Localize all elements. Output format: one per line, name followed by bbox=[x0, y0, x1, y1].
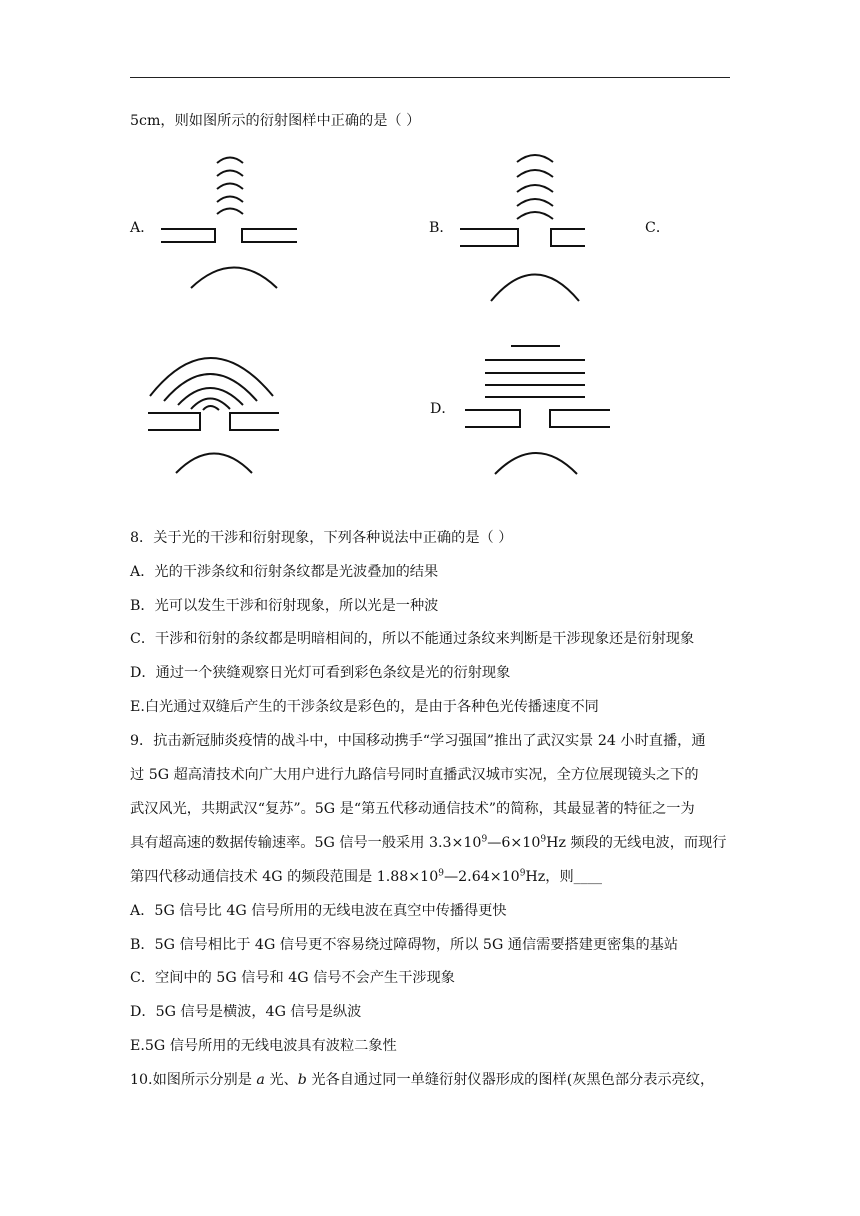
q8-option-e[interactable]: E.白光通过双缝后产生的干涉条纹是彩色的，是由于各种色光传播速度不同 bbox=[130, 699, 599, 715]
q9-option-d[interactable]: D．5G 信号是横波，4G 信号是纵波 bbox=[130, 1004, 362, 1020]
wave-arc bbox=[517, 155, 553, 162]
wave-arc bbox=[217, 158, 243, 164]
wave-arc bbox=[517, 212, 553, 219]
q9-stem-line-1: 9．抗击新冠肺炎疫情的战斗中，中国移动携手“学习强国”推出了武汉实景 24 小时直播，通 bbox=[130, 733, 706, 749]
wave-arc bbox=[217, 197, 243, 203]
q8-option-b[interactable]: B．光可以发生干涉和衍射现象，所以光是一种波 bbox=[130, 598, 439, 614]
q9-stem-line-4: 具有超高速的数据传输速率。5G 信号一般采用 $3.3\times 10^9—6\times 10^9Hz$ 频段的无线电波，而现行 bbox=[130, 834, 727, 851]
q7-option-d-label[interactable]: D． bbox=[430, 401, 456, 417]
wave-arc bbox=[517, 199, 553, 206]
barrier-right bbox=[550, 410, 610, 427]
wave-arc bbox=[517, 170, 553, 177]
barrier-left bbox=[161, 229, 215, 242]
q9-option-e[interactable]: E.5G 信号所用的无线电波具有波粒二象性 bbox=[130, 1038, 397, 1054]
source-arc bbox=[495, 453, 577, 474]
q7-option-d-figure[interactable] bbox=[460, 340, 620, 480]
source-arc bbox=[176, 454, 252, 474]
barrier-right bbox=[230, 413, 279, 430]
q7-option-b-label[interactable]: B． bbox=[429, 220, 454, 236]
q8-option-d[interactable]: D．通过一个狭缝观察日光灯可看到彩色条纹是光的衍射现象 bbox=[130, 665, 511, 681]
wave-arc bbox=[217, 184, 243, 190]
header-rule bbox=[130, 77, 730, 78]
barrier-left bbox=[148, 413, 200, 430]
barrier-right bbox=[242, 229, 297, 242]
q8-option-c[interactable]: C．干涉和衍射的条纹都是明暗相间的，所以不能通过条纹来判断是干涉现象还是衍射现象 bbox=[130, 631, 695, 647]
wave-arc bbox=[178, 388, 243, 405]
q9-stem-line-3: 武汉风光，共期武汉“复苏”。5G 是“第五代移动通信技术”的简称，其最显著的特征之一为 bbox=[130, 801, 695, 817]
q7-option-c-figure[interactable] bbox=[145, 338, 285, 478]
q8-option-a[interactable]: A．光的干涉条纹和衍射条纹都是光波叠加的结果 bbox=[130, 564, 439, 580]
q9-option-a[interactable]: A．5G 信号比 4G 信号所用的无线电波在真空中传播得更快 bbox=[130, 903, 507, 919]
q7-option-a-label[interactable]: A． bbox=[130, 220, 155, 236]
source-arc bbox=[491, 275, 579, 302]
q9-option-b[interactable]: B．5G 信号相比于 4G 信号更不容易绕过障碍物，所以 5G 通信需要搭建更密集的基站 bbox=[130, 937, 679, 953]
wave-arc bbox=[150, 358, 273, 396]
q9-option-c[interactable]: C．空间中的 5G 信号和 4G 信号不会产生干涉现象 bbox=[130, 970, 455, 986]
q9-stem-line-5: 第四代移动通信技术 4G 的频段范围是 $1.88\times 10^9—2.64\times 10^9Hz$，则____ bbox=[130, 868, 603, 885]
q10-stem-line-1: 10.如图所示分别是 a 光、b 光各自通过同一单缝衍射仪器形成的图样(灰黑色部分表示亮纹， bbox=[130, 1072, 715, 1088]
wave-arc bbox=[517, 185, 553, 192]
barrier-left bbox=[460, 229, 518, 246]
wave-arc bbox=[217, 209, 243, 215]
wave-arc bbox=[191, 399, 230, 410]
wave-arc bbox=[203, 406, 219, 410]
source-arc bbox=[191, 268, 277, 289]
q7-option-b-figure[interactable] bbox=[455, 145, 615, 305]
barrier-right bbox=[551, 229, 585, 246]
barrier-left bbox=[465, 410, 520, 427]
wave-arc bbox=[217, 171, 243, 177]
q7-option-a-figure[interactable] bbox=[155, 150, 315, 295]
q8-stem: 8．关于光的干涉和衍射现象，下列各种说法中正确的是（ ） bbox=[130, 530, 513, 546]
q7-stem-tail: 5cm，则如图所示的衍射图样中正确的是（ ） bbox=[130, 113, 421, 129]
q9-stem-line-2: 过 5G 超高清技术向广大用户进行九路信号同时直播武汉城市实况，全方位展现镜头之下的 bbox=[130, 767, 699, 783]
q7-option-c-label[interactable]: C． bbox=[645, 220, 671, 236]
